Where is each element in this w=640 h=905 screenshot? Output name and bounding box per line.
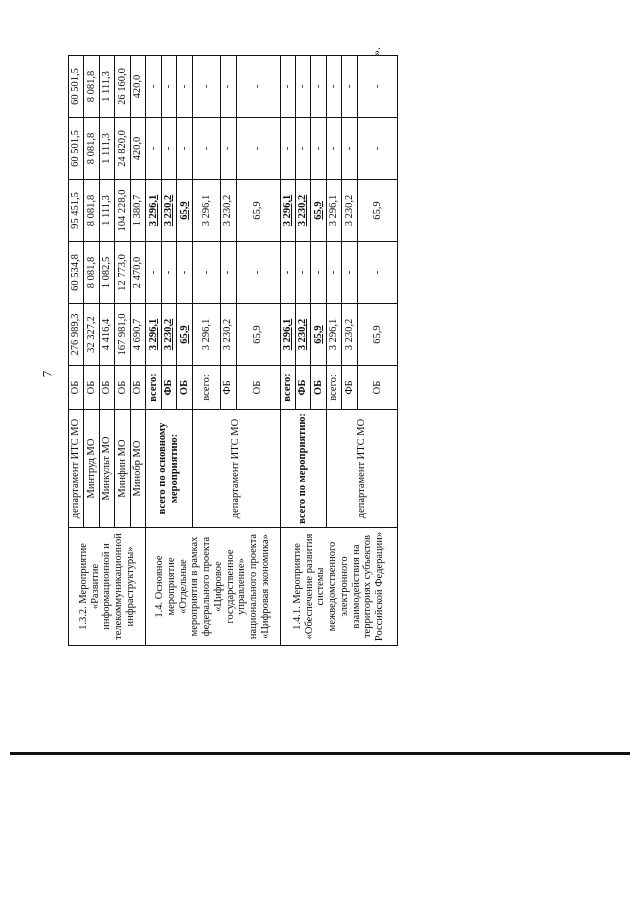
source-cell: всего: xyxy=(146,366,161,410)
value-cell: 104 228,0 xyxy=(115,180,130,242)
value-cell: - xyxy=(342,56,358,118)
value-cell: 3 230,2 xyxy=(221,304,236,366)
value-cell: 2 470,0 xyxy=(130,242,145,304)
value-cell: - xyxy=(177,56,192,118)
value-cell: 12 773,0 xyxy=(115,242,130,304)
source-cell: ОБ xyxy=(177,366,192,410)
value-cell: 60 534,8 xyxy=(69,242,84,304)
source-cell: ФБ xyxy=(296,366,311,410)
activity-cell: 1.4. Основное мероприятие «Отдельные мероприятия в рамках федерального проекта «Цифровое государственное управление» национального проекта «Цифровая экономика» xyxy=(146,528,280,646)
value-cell: - xyxy=(311,242,326,304)
value-cell: 3 296,1 xyxy=(146,304,161,366)
value-cell: 65,9 xyxy=(177,304,192,366)
value-cell: 1 111,3 xyxy=(99,180,114,242)
value-cell: 3 230,2 xyxy=(161,180,176,242)
funding-table xyxy=(68,55,398,646)
source-cell: ФБ xyxy=(221,366,236,410)
source-cell: ОБ xyxy=(311,366,326,410)
value-cell: - xyxy=(192,242,221,304)
value-cell: 3 230,2 xyxy=(342,180,358,242)
value-cell: 65,9 xyxy=(177,180,192,242)
value-cell: - xyxy=(296,118,311,180)
source-cell: всего: xyxy=(280,366,295,410)
source-cell: ФБ xyxy=(342,366,358,410)
value-cell: - xyxy=(236,56,280,118)
value-cell: - xyxy=(192,118,221,180)
table-row xyxy=(69,56,84,646)
value-cell: - xyxy=(342,242,358,304)
activity-cell: 1.3.2. Мероприятие «Развитие информационной и телекоммуникационной инфраструктуры» xyxy=(69,528,146,646)
total-label-cell: всего по основному мероприятию: xyxy=(146,410,192,528)
executor-cell: департамент ИТС МО xyxy=(192,410,280,528)
value-cell: - xyxy=(358,242,398,304)
table-row xyxy=(280,56,295,646)
value-cell: - xyxy=(326,242,341,304)
value-cell: 3 296,1 xyxy=(192,180,221,242)
value-cell: 3 296,1 xyxy=(146,180,161,242)
source-cell: ОБ xyxy=(115,366,130,410)
value-cell: 8 081,8 xyxy=(84,180,99,242)
value-cell: - xyxy=(161,56,176,118)
executor-cell: Минобр МО xyxy=(130,410,145,528)
table-row xyxy=(146,56,161,646)
value-cell: - xyxy=(161,242,176,304)
value-cell: 3 230,2 xyxy=(221,180,236,242)
source-cell: ОБ xyxy=(69,366,84,410)
value-cell: 8 081,8 xyxy=(84,242,99,304)
value-cell: - xyxy=(161,118,176,180)
value-cell: 4 690,7 xyxy=(130,304,145,366)
value-cell: - xyxy=(280,118,295,180)
value-cell: 1 380,7 xyxy=(130,180,145,242)
value-cell: - xyxy=(358,56,398,118)
value-cell: - xyxy=(236,118,280,180)
value-cell: 65,9 xyxy=(311,304,326,366)
value-cell: - xyxy=(192,56,221,118)
executor-cell: Минтруд МО xyxy=(84,410,99,528)
value-cell: 3 296,1 xyxy=(192,304,221,366)
value-cell: 1 082,5 xyxy=(99,242,114,304)
value-cell: - xyxy=(326,118,341,180)
value-cell: 65,9 xyxy=(358,304,398,366)
value-cell: - xyxy=(177,242,192,304)
value-cell: 60 501,5 xyxy=(69,56,84,118)
value-cell: 3 296,1 xyxy=(280,304,295,366)
value-cell: - xyxy=(280,56,295,118)
value-cell: 1 111,3 xyxy=(99,56,114,118)
source-cell: ОБ xyxy=(99,366,114,410)
value-cell: - xyxy=(296,242,311,304)
value-cell: 3 296,1 xyxy=(326,180,341,242)
executor-cell: Минфин МО xyxy=(115,410,130,528)
horizontal-rule xyxy=(10,752,630,755)
value-cell: 60 501,5 xyxy=(69,118,84,180)
value-cell: 65,9 xyxy=(236,180,280,242)
value-cell: 95 451,5 xyxy=(69,180,84,242)
rotated-table xyxy=(68,56,398,646)
value-cell: - xyxy=(296,56,311,118)
source-cell: всего: xyxy=(326,366,341,410)
executor-cell: Минкульт МО xyxy=(99,410,114,528)
value-cell: 3 230,2 xyxy=(342,304,358,366)
value-cell: 3 230,2 xyxy=(161,304,176,366)
closing-quote-mark: ». xyxy=(369,47,383,56)
source-cell: всего: xyxy=(192,366,221,410)
source-cell: ОБ xyxy=(358,366,398,410)
source-cell: ОБ xyxy=(84,366,99,410)
value-cell: 3 230,2 xyxy=(296,304,311,366)
value-cell: 8 081,8 xyxy=(84,118,99,180)
value-cell: - xyxy=(311,56,326,118)
value-cell: - xyxy=(342,118,358,180)
value-cell: 3 230,2 xyxy=(296,180,311,242)
value-cell: 276 989,3 xyxy=(69,304,84,366)
value-cell: 26 160,0 xyxy=(115,56,130,118)
value-cell: - xyxy=(311,118,326,180)
value-cell: - xyxy=(146,118,161,180)
rotated-table-area xyxy=(68,56,398,646)
value-cell: 65,9 xyxy=(236,304,280,366)
value-cell: - xyxy=(221,242,236,304)
value-cell: - xyxy=(280,242,295,304)
value-cell: 1 111,3 xyxy=(99,118,114,180)
value-cell: - xyxy=(146,56,161,118)
value-cell: 24 820,0 xyxy=(115,118,130,180)
value-cell: - xyxy=(326,56,341,118)
activity-cell: 1.4.1. Мероприятие «Обеспечение развития системы межведомственного электронного взаимодействия на территориях субъектов Российской Федерации» xyxy=(280,528,397,646)
value-cell: 3 296,1 xyxy=(326,304,341,366)
value-cell: 420,0 xyxy=(130,56,145,118)
value-cell: 420,0 xyxy=(130,118,145,180)
value-cell: 65,9 xyxy=(311,180,326,242)
value-cell: - xyxy=(177,118,192,180)
value-cell: - xyxy=(221,56,236,118)
value-cell: 32 327,2 xyxy=(84,304,99,366)
executor-cell: департамент ИТС МО xyxy=(326,410,397,528)
value-cell: - xyxy=(221,118,236,180)
value-cell: 3 296,1 xyxy=(280,180,295,242)
source-cell: ОБ xyxy=(130,366,145,410)
total-label-cell: всего по мероприятию: xyxy=(280,410,326,528)
value-cell: 4 416,4 xyxy=(99,304,114,366)
value-cell: - xyxy=(358,118,398,180)
source-cell: ОБ xyxy=(236,366,280,410)
source-cell: ФБ xyxy=(161,366,176,410)
value-cell: - xyxy=(146,242,161,304)
page-number: 7 xyxy=(39,370,55,378)
value-cell: - xyxy=(236,242,280,304)
value-cell: 65,9 xyxy=(358,180,398,242)
value-cell: 167 981,0 xyxy=(115,304,130,366)
value-cell: 8 081,8 xyxy=(84,56,99,118)
executor-cell: департамент ИТС МО xyxy=(69,410,84,528)
